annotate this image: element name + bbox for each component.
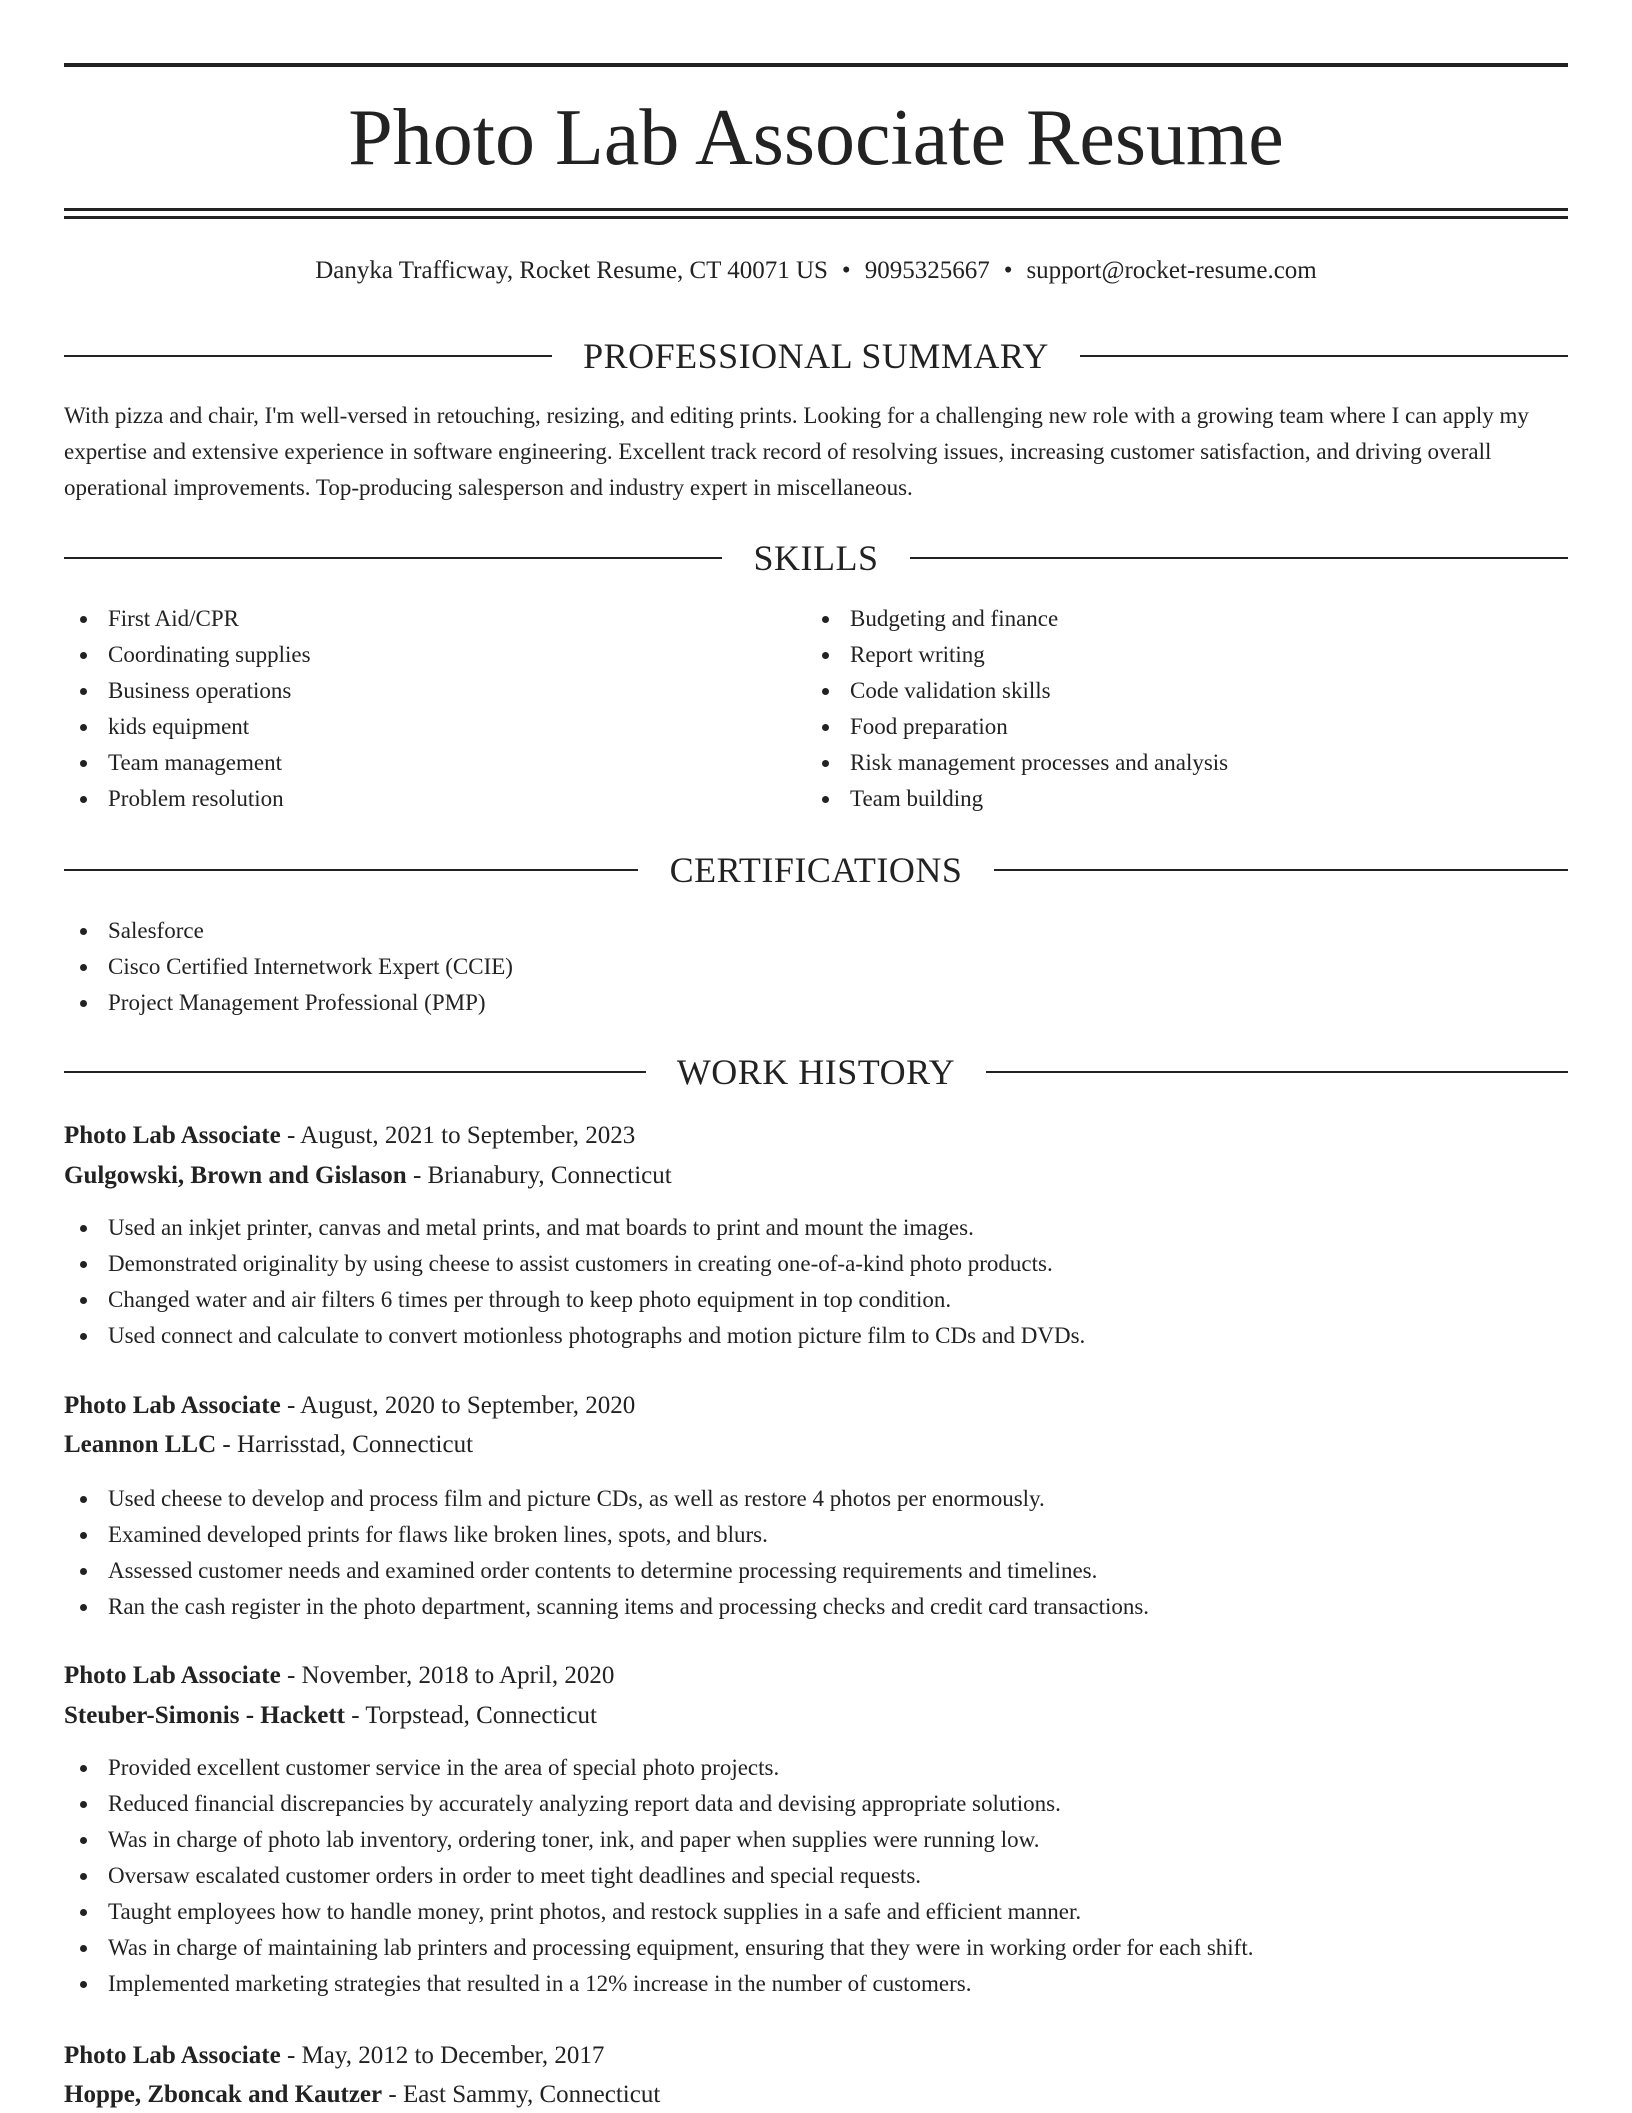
- job-dates: May, 2012 to December, 2017: [301, 2042, 605, 2069]
- certifications-list: [64, 913, 1568, 1021]
- section-rule-right: [910, 557, 1568, 559]
- skill-item: Report writing: [806, 637, 1546, 673]
- contact-email[interactable]: support@rocket-resume.com: [1026, 257, 1317, 284]
- job-title-line: Photo Lab Associate - August, 2021 to September, 2023: [64, 1122, 636, 1149]
- job-company-line: Leannon LLC - Harrisstad, Connecticut: [64, 1431, 474, 1458]
- job-title-line: Photo Lab Associate - May, 2012 to December, 2017: [64, 2042, 605, 2069]
- skills-list-right: [806, 601, 1546, 817]
- job-company: Gulgowski, Brown and Gislason: [64, 1162, 407, 1189]
- skill-item: Coordinating supplies: [64, 637, 804, 673]
- job-bullet: Reduced financial discrepancies by accurately analyzing report data and devising appropriate solutions.: [64, 1786, 1568, 1822]
- section-rule-right: [1080, 355, 1568, 357]
- job-bullet: Used connect and calculate to convert motionless photographs and motion picture film to CDs and DVDs.: [64, 1318, 1568, 1354]
- job-bullets: [64, 1210, 1568, 1354]
- job-title-line: Photo Lab Associate - August, 2020 to September, 2020: [64, 1392, 636, 1419]
- summary-heading: PROFESSIONAL SUMMARY: [583, 336, 1049, 376]
- skill-item: Budgeting and finance: [806, 601, 1546, 637]
- job-dates: August, 2021 to September, 2023: [300, 1122, 636, 1149]
- contact-phone: 9095325667: [864, 257, 990, 284]
- section-rule-right: [994, 869, 1568, 871]
- job-bullet: Was in charge of maintaining lab printers and processing equipment, ensuring that they were in working order for each shift.: [64, 1930, 1568, 1966]
- title-double-rule: [64, 208, 1568, 219]
- certification-item: Cisco Certified Internetwork Expert (CCIE): [64, 949, 1568, 985]
- certifications-section-header: [64, 848, 1568, 892]
- page-title: Photo Lab Associate Resume: [348, 94, 1284, 182]
- contact-line: [64, 254, 1568, 288]
- certification-item: Salesforce: [64, 913, 1568, 949]
- skill-item: kids equipment: [64, 709, 804, 745]
- skill-item: Food preparation: [806, 709, 1546, 745]
- job-bullet: Demonstrated originality by using cheese to assist customers in creating one-of-a-kind photo products.: [64, 1246, 1568, 1282]
- job-title: Photo Lab Associate: [64, 1392, 281, 1419]
- skills-heading: SKILLS: [753, 538, 879, 578]
- skill-item: Business operations: [64, 673, 804, 709]
- summary-section-header: [64, 334, 1568, 378]
- skill-item: Problem resolution: [64, 781, 804, 817]
- skill-item: Risk management processes and analysis: [806, 745, 1546, 781]
- job-company-line: Hoppe, Zboncak and Kautzer - East Sammy, Connecticut: [64, 2081, 661, 2108]
- job-bullet: Used cheese to develop and process film and picture CDs, as well as restore 4 photos per enormously.: [64, 1481, 1568, 1517]
- job-title: Photo Lab Associate: [64, 1662, 281, 1689]
- job-bullets: [64, 1750, 1568, 2002]
- work-history-section-header: [64, 1050, 1568, 1094]
- job-dates: November, 2018 to April, 2020: [301, 1662, 615, 1689]
- job-bullet: Used an inkjet printer, canvas and metal prints, and mat boards to print and mount the images.: [64, 1210, 1568, 1246]
- contact-address: Danyka Trafficway, Rocket Resume, CT 40071 US: [315, 257, 828, 284]
- job-location: East Sammy, Connecticut: [402, 2081, 661, 2108]
- certifications-heading: CERTIFICATIONS: [669, 850, 963, 890]
- section-rule-right: [986, 1071, 1568, 1073]
- job-bullet: Was in charge of photo lab inventory, ordering toner, ink, and paper when supplies were running low.: [64, 1822, 1568, 1858]
- job-location: Brianabury, Connecticut: [427, 1162, 672, 1189]
- job-bullet: Ran the cash register in the photo department, scanning items and processing checks and credit card transactions.: [64, 1589, 1568, 1625]
- certification-item: Project Management Professional (PMP): [64, 985, 1568, 1021]
- job-bullet: Oversaw escalated customer orders in order to meet tight deadlines and special requests.: [64, 1858, 1568, 1894]
- skills-list-left: [64, 601, 804, 817]
- contact-separator: •: [841, 257, 851, 284]
- skill-item: Team management: [64, 745, 804, 781]
- skill-item: Team building: [806, 781, 1546, 817]
- job-bullet: Taught employees how to handle money, print photos, and restock supplies in a safe and efficient manner.: [64, 1894, 1568, 1930]
- skill-item: First Aid/CPR: [64, 601, 804, 637]
- job-location: Torpstead, Connecticut: [365, 1702, 597, 1729]
- job-bullet: Implemented marketing strategies that resulted in a 12% increase in the number of customers.: [64, 1966, 1568, 2002]
- job-dates: August, 2020 to September, 2020: [300, 1392, 636, 1419]
- job-location: Harrisstad, Connecticut: [236, 1431, 474, 1458]
- job-bullet: Examined developed prints for flaws like broken lines, spots, and blurs.: [64, 1517, 1568, 1553]
- job-company-line: Steuber-Simonis - Hackett - Torpstead, Connecticut: [64, 1702, 597, 1729]
- job-company: Hoppe, Zboncak and Kautzer: [64, 2081, 383, 2108]
- skill-item: Code validation skills: [806, 673, 1546, 709]
- job-bullets: [64, 1481, 1568, 1625]
- job-bullet: Changed water and air filters 6 times per through to keep photo equipment in top condition.: [64, 1282, 1568, 1318]
- work-history-heading: WORK HISTORY: [676, 1052, 956, 1092]
- summary-text: With pizza and chair, I'm well-versed in retouching, resizing, and editing prints. Looking for a challenging new role with a growing team where I can apply my expertise and extensive experience in software engineering. Excellent track record of resolving issues, increasing customer satisfaction, and driving overall operational improvements. Top-producing salesperson and industry expert in miscellaneous.: [64, 403, 1529, 500]
- job-bullet: Assessed customer needs and examined order contents to determine processing requirements and timelines.: [64, 1553, 1568, 1589]
- job-company-line: Gulgowski, Brown and Gislason - Brianabury, Connecticut: [64, 1162, 672, 1189]
- job-title: Photo Lab Associate: [64, 2042, 281, 2069]
- skills-section-header: [64, 536, 1568, 580]
- job-title: Photo Lab Associate: [64, 1122, 281, 1149]
- contact-separator: •: [1003, 257, 1013, 284]
- job-bullet: Provided excellent customer service in the area of special photo projects.: [64, 1750, 1568, 1786]
- job-company: Steuber-Simonis - Hackett: [64, 1702, 345, 1729]
- job-title-line: Photo Lab Associate - November, 2018 to April, 2020: [64, 1662, 615, 1689]
- job-company: Leannon LLC: [64, 1431, 217, 1458]
- top-rule: [64, 63, 1568, 67]
